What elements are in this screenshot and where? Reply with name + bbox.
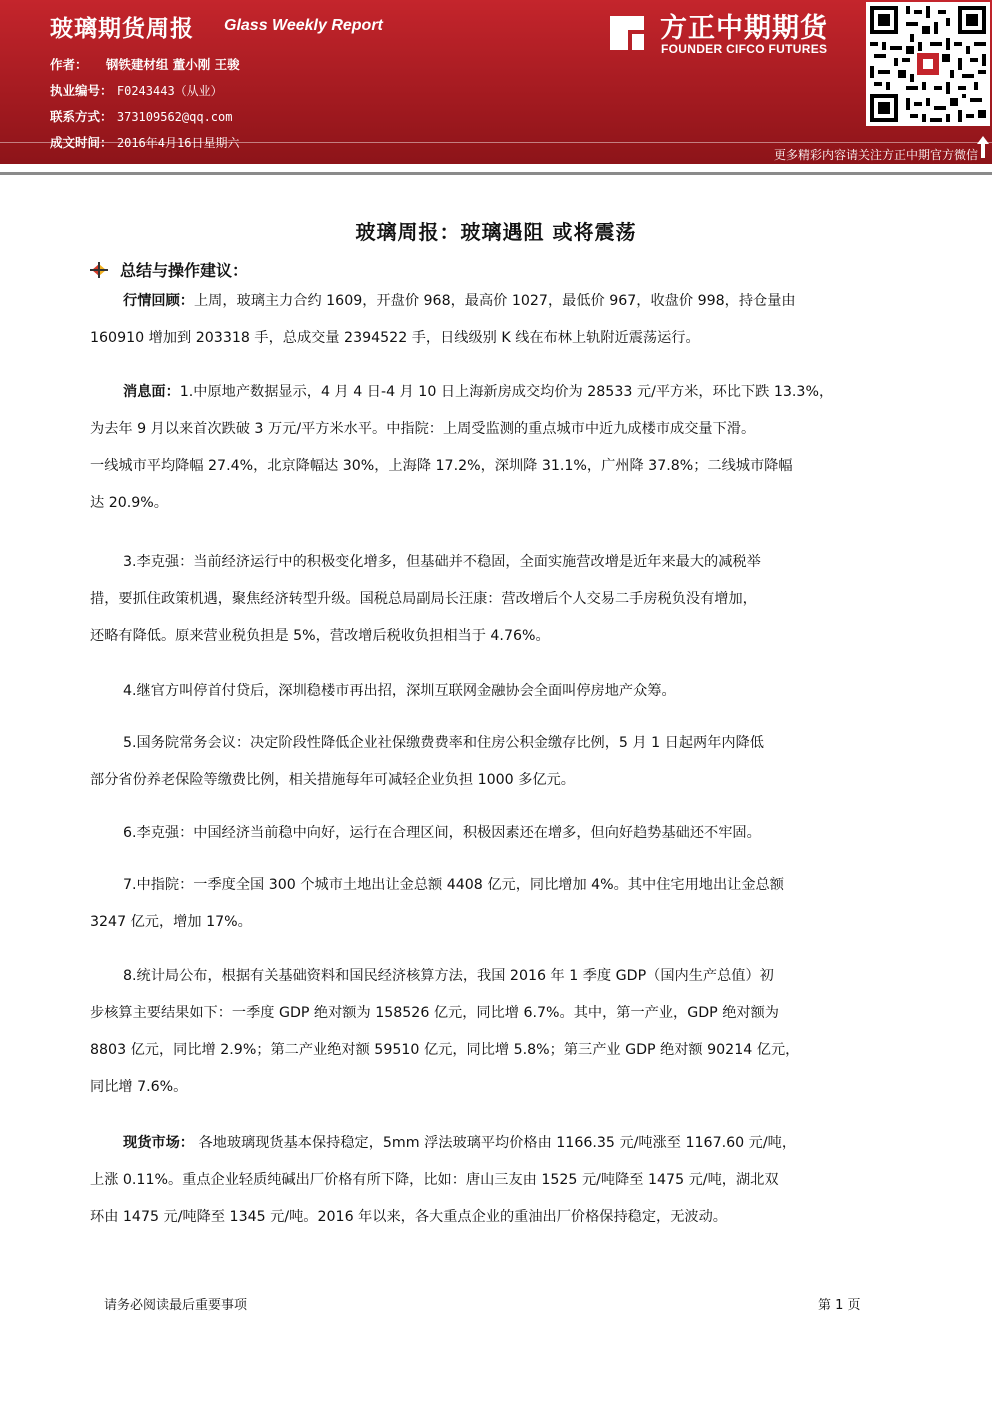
- license-row: [50, 81, 223, 99]
- arrow-up-icon: [976, 135, 990, 159]
- market-review-label: 行情回顾：: [123, 293, 194, 309]
- news-item-4-line-1: 4.继官方叫停首付贷后，深圳稳楼市再出招，深圳互联网金融协会全面叫停房地产众筹。: [123, 683, 676, 699]
- news-item-7: [90, 867, 902, 941]
- license-value: F0243443（从业）: [116, 84, 223, 98]
- contact-row: [50, 107, 232, 125]
- footer-notice: 请务必阅读最后重要事项: [104, 1298, 248, 1313]
- news-item-5: [90, 725, 902, 799]
- header-gray-rule: [0, 172, 992, 175]
- page-title: 玻璃周报：玻璃遇阻 或将震荡: [355, 220, 637, 244]
- section-heading: [90, 258, 248, 281]
- follow-wechat-text[interactable]: 更多精彩内容请关注方正中期官方微信: [773, 148, 978, 162]
- spot-market-label: 现货市场：: [123, 1135, 194, 1151]
- author-value: 钢铁建材组 董小刚 王骏: [105, 57, 240, 72]
- news-line-3: 一线城市平均降幅 27.4%，北京降幅达 30%，上海降 17.2%，深圳降 31.1%，广州降 37.8%；二线城市降幅: [90, 458, 793, 474]
- section-heading-text: 总结与操作建议：: [120, 261, 249, 280]
- news-line-4: 达 20.9%。: [90, 495, 168, 511]
- market-review-line-2: 160910 增加到 203318 手，总成交量 2394522 手，日线级别 K 线在布林上轨附近震荡运行。: [90, 330, 700, 346]
- founder-logo-icon: [604, 10, 650, 56]
- date-value: 2016年4月16日星期六: [116, 136, 240, 150]
- contact-label: 联系方式：: [50, 109, 113, 124]
- market-review-line-1: 上周，玻璃主力合约 1609，开盘价 968，最高价 1027，最低价 967，收盘价 998，持仓量由: [193, 293, 796, 309]
- news-item-3-line-3: 还略有降低。原来营业税负担是 5%，营改增后税收负担相当于 4.76%。: [90, 628, 550, 644]
- news-item-4: [90, 673, 902, 710]
- news-item-8: [90, 958, 902, 1106]
- news-item-3-line-1: 3.李克强：当前经济运行中的积极变化增多，但基础并不稳固，全面实施营改增是近年来最大的减税举: [123, 554, 761, 570]
- report-title-cn: 玻璃期货周报: [50, 16, 194, 42]
- brand-name-en: FOUNDER CIFCO FUTURES: [661, 42, 828, 56]
- news-item-8-line-2: 步核算主要结果如下：一季度 GDP 绝对额为 158526 亿元，同比增 6.7%。其中，第一产业，GDP 绝对额为: [90, 1005, 779, 1021]
- news-item-8-line-3: 8803 亿元，同比增 2.9%；第二产业绝对额 59510 亿元，同比增 5.8%；第三产业 GDP 绝对额 90214 亿元，: [90, 1042, 800, 1058]
- license-label: 执业编号：: [50, 83, 113, 98]
- brand-name-cn: 方正中期期货: [660, 13, 828, 44]
- page-number: 第 1 页: [818, 1298, 861, 1313]
- news-item-3-line-2: 措，要抓住政策机遇，聚焦经济转型升级。国税总局副局长汪康：营改增后个人交易二手房税负没有增加，: [90, 591, 757, 607]
- spot-market-line-3: 环由 1475 元/吨降至 1345 元/吨。2016 年以来，各大重点企业的重油出厂价格保持稳定，无波动。: [90, 1209, 727, 1225]
- news-label: 消息面：: [123, 384, 180, 400]
- news-line-2: 为去年 9 月以来首次跌破 3 万元/平方米水平。中指院：上周受监测的重点城市中近九成楼市成交量下滑。: [90, 421, 756, 437]
- market-review-paragraph: [90, 283, 902, 357]
- qr-code-icon[interactable]: [866, 2, 990, 126]
- diamond-bullet-icon: [90, 262, 108, 278]
- news-paragraph: [90, 374, 902, 522]
- spot-market-line-1: 各地玻璃现货基本保持稳定，5mm 浮法玻璃平均价格由 1166.35 元/吨涨至 1167.60 元/吨，: [193, 1135, 797, 1151]
- news-item-8-line-4: 同比增 7.6%。: [90, 1079, 188, 1095]
- author-label: 作者：: [50, 57, 88, 72]
- news-item-5-line-2: 部分省份养老保险等缴费比例，相关措施每年可减轻企业负担 1000 多亿元。: [90, 772, 575, 788]
- contact-value[interactable]: 373109562@qq.com: [116, 110, 233, 124]
- spot-market-line-2: 上涨 0.11%。重点企业轻质纯碱出厂价格有所下降，比如：唐山三友由 1525 元/吨降至 1475 元/吨，湖北双: [90, 1172, 779, 1188]
- news-line-1: 1.中原地产数据显示，4 月 4 日-4 月 10 日上海新房成交均价为 28533 元/平方米，环比下跌 13.3%，: [179, 384, 834, 400]
- report-title-en: Glass Weekly Report: [224, 17, 383, 34]
- author-row: [50, 55, 240, 73]
- header-divider: [0, 142, 992, 143]
- news-item-6: [90, 815, 902, 852]
- report-header: [0, 0, 992, 164]
- news-item-5-line-1: 5.国务院常务会议：决定阶段性降低企业社保缴费费率和住房公积金缴存比例，5 月 1 日起两年内降低: [123, 735, 764, 751]
- news-item-7-line-1: 7.中指院：一季度全国 300 个城市土地出让金总额 4408 亿元，同比增加 4%。其中住宅用地出让金总额: [123, 877, 784, 893]
- news-item-3: [90, 544, 902, 655]
- news-item-7-line-2: 3247 亿元，增加 17%。: [90, 914, 252, 930]
- news-item-6-line-1: 6.李克强：中国经济当前稳中向好，运行在合理区间，积极因素还在增多，但向好趋势基础还不牢固。: [123, 825, 761, 841]
- spot-market-paragraph: [90, 1125, 902, 1236]
- date-label: 成文时间：: [50, 135, 113, 150]
- news-item-8-line-1: 8.统计局公布，根据有关基础资料和国民经济核算方法，我国 2016 年 1 季度 GDP（国内生产总值）初: [123, 968, 774, 984]
